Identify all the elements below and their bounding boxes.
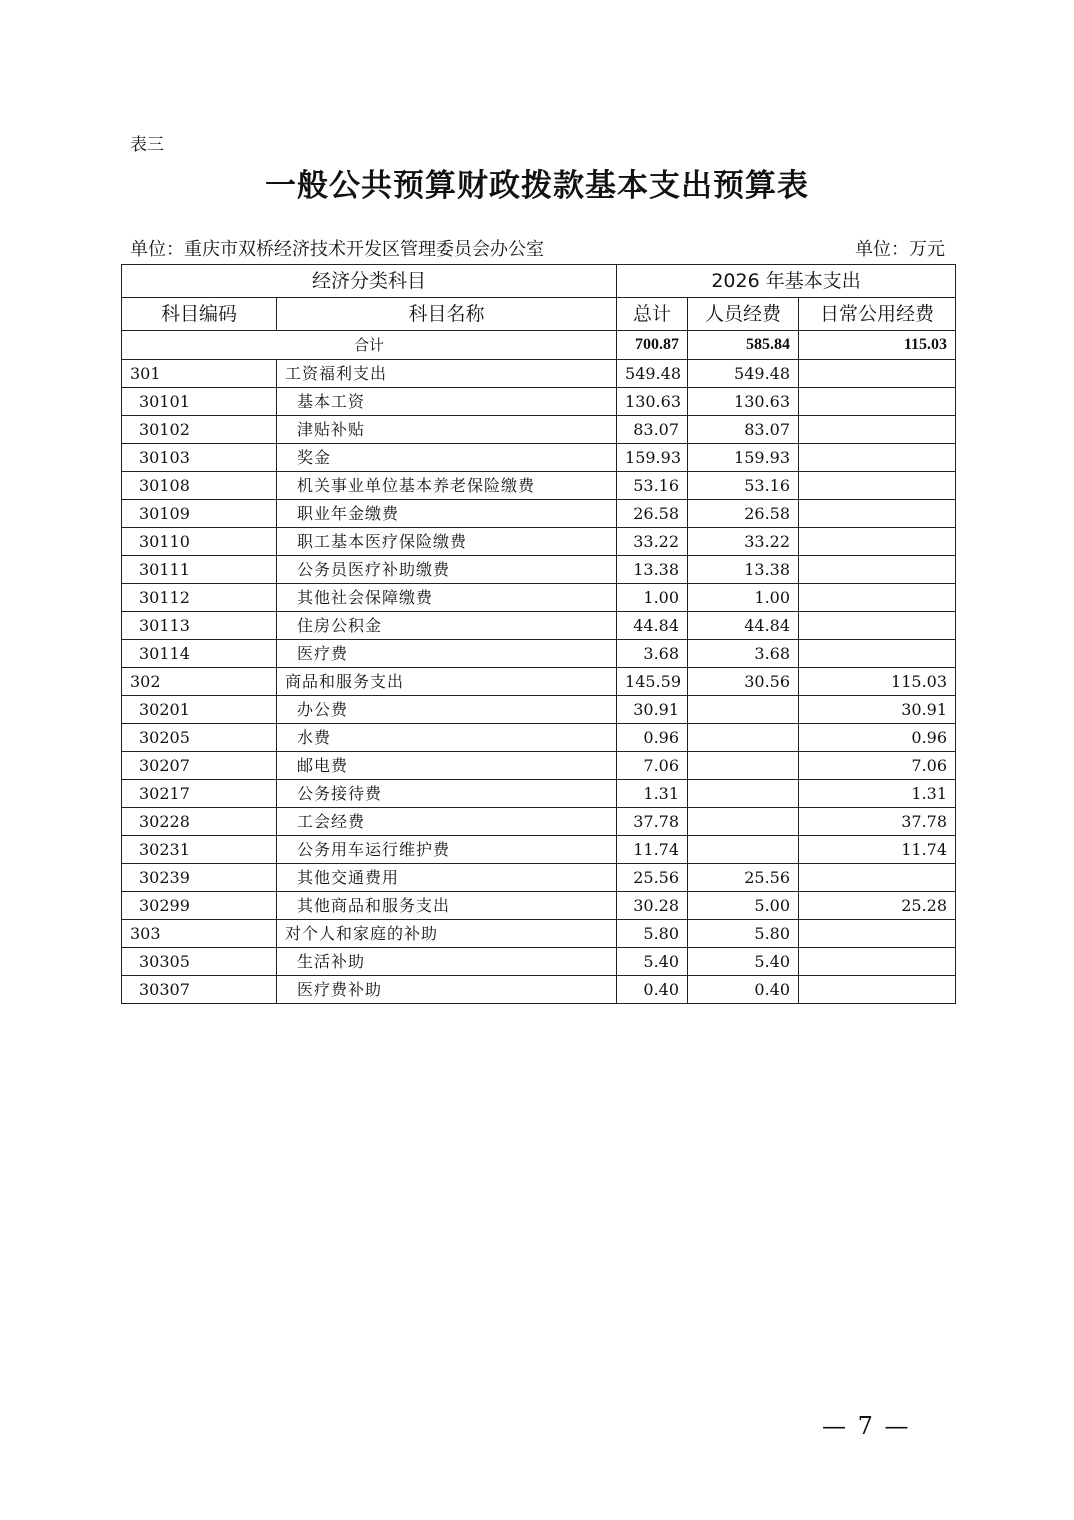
header-row-top <box>122 265 956 298</box>
cell-code: 302 <box>122 668 277 696</box>
cell-public <box>799 444 956 472</box>
table-row <box>122 612 956 640</box>
cell-personnel: 0.40 <box>688 976 799 1004</box>
cell-public <box>799 640 956 668</box>
cell-personnel: 5.00 <box>688 892 799 920</box>
cell-name: 其他交通费用 <box>277 864 617 892</box>
header-econ-class: 经济分类科目 <box>122 265 617 298</box>
cell-public <box>799 472 956 500</box>
cell-name: 对个人和家庭的补助 <box>277 920 617 948</box>
cell-total: 7.06 <box>617 752 688 780</box>
table-row <box>122 388 956 416</box>
cell-total: 33.22 <box>617 528 688 556</box>
cell-name: 工会经费 <box>277 808 617 836</box>
sum-personnel: 585.84 <box>688 331 799 360</box>
cell-code: 30228 <box>122 808 277 836</box>
table-row <box>122 360 956 388</box>
cell-total: 13.38 <box>617 556 688 584</box>
cell-code: 30108 <box>122 472 277 500</box>
header-year-basic: 2026 年基本支出 <box>617 265 956 298</box>
table-row <box>122 668 956 696</box>
cell-public: 25.28 <box>799 892 956 920</box>
table-row <box>122 976 956 1004</box>
cell-code: 30201 <box>122 696 277 724</box>
cell-total: 1.00 <box>617 584 688 612</box>
cell-code: 30307 <box>122 976 277 1004</box>
cell-total: 83.07 <box>617 416 688 444</box>
cell-code: 30114 <box>122 640 277 668</box>
sum-public: 115.03 <box>799 331 956 360</box>
table-row <box>122 780 956 808</box>
cell-public: 0.96 <box>799 724 956 752</box>
table-row <box>122 584 956 612</box>
cell-public <box>799 584 956 612</box>
cell-code: 30111 <box>122 556 277 584</box>
cell-code: 303 <box>122 920 277 948</box>
cell-name: 生活补助 <box>277 948 617 976</box>
cell-total: 30.28 <box>617 892 688 920</box>
table-row <box>122 472 956 500</box>
cell-name: 邮电费 <box>277 752 617 780</box>
table-row <box>122 948 956 976</box>
table-row <box>122 864 956 892</box>
sum-label: 合计 <box>122 331 617 360</box>
cell-personnel: 83.07 <box>688 416 799 444</box>
table-row <box>122 500 956 528</box>
page-title: 一般公共预算财政拨款基本支出预算表 <box>265 168 809 204</box>
cell-code: 30101 <box>122 388 277 416</box>
cell-total: 26.58 <box>617 500 688 528</box>
table-row <box>122 752 956 780</box>
cell-public <box>799 976 956 1004</box>
cell-personnel: 5.40 <box>688 948 799 976</box>
header-row-columns <box>122 298 956 331</box>
cell-total: 3.68 <box>617 640 688 668</box>
cell-code: 30305 <box>122 948 277 976</box>
unit-organization: 单位：重庆市双桥经济技术开发区管理委员会办公室 <box>130 239 544 260</box>
cell-personnel: 130.63 <box>688 388 799 416</box>
header-code: 科目编码 <box>122 298 277 331</box>
table-row <box>122 444 956 472</box>
cell-name: 公务接待费 <box>277 780 617 808</box>
cell-name: 医疗费 <box>277 640 617 668</box>
cell-personnel <box>688 696 799 724</box>
cell-personnel: 13.38 <box>688 556 799 584</box>
table-row <box>122 836 956 864</box>
cell-code: 30231 <box>122 836 277 864</box>
cell-personnel <box>688 836 799 864</box>
table-row <box>122 724 956 752</box>
table-row <box>122 416 956 444</box>
cell-personnel <box>688 724 799 752</box>
cell-total: 0.40 <box>617 976 688 1004</box>
cell-code: 30109 <box>122 500 277 528</box>
table-row <box>122 696 956 724</box>
budget-table <box>121 264 956 1004</box>
cell-name: 医疗费补助 <box>277 976 617 1004</box>
cell-code: 30207 <box>122 752 277 780</box>
sum-row <box>122 331 956 360</box>
header-public: 日常公用经费 <box>799 298 956 331</box>
cell-public <box>799 612 956 640</box>
cell-name: 住房公积金 <box>277 612 617 640</box>
header-total: 总计 <box>617 298 688 331</box>
cell-personnel: 33.22 <box>688 528 799 556</box>
cell-name: 办公费 <box>277 696 617 724</box>
table-row <box>122 556 956 584</box>
header-personnel: 人员经费 <box>688 298 799 331</box>
cell-total: 0.96 <box>617 724 688 752</box>
cell-personnel: 3.68 <box>688 640 799 668</box>
cell-name: 基本工资 <box>277 388 617 416</box>
cell-name: 公务用车运行维护费 <box>277 836 617 864</box>
cell-name: 机关事业单位基本养老保险缴费 <box>277 472 617 500</box>
cell-total: 53.16 <box>617 472 688 500</box>
cell-public <box>799 920 956 948</box>
cell-personnel <box>688 808 799 836</box>
cell-name: 职业年金缴费 <box>277 500 617 528</box>
table-label: 表三 <box>130 135 164 155</box>
cell-public: 37.78 <box>799 808 956 836</box>
table-row <box>122 892 956 920</box>
cell-public: 7.06 <box>799 752 956 780</box>
cell-total: 1.31 <box>617 780 688 808</box>
cell-public <box>799 416 956 444</box>
cell-public: 115.03 <box>799 668 956 696</box>
cell-public <box>799 528 956 556</box>
cell-public: 1.31 <box>799 780 956 808</box>
cell-personnel: 5.80 <box>688 920 799 948</box>
cell-name: 工资福利支出 <box>277 360 617 388</box>
cell-personnel: 549.48 <box>688 360 799 388</box>
table-row <box>122 920 956 948</box>
cell-name: 其他社会保障缴费 <box>277 584 617 612</box>
cell-total: 30.91 <box>617 696 688 724</box>
cell-name: 公务员医疗补助缴费 <box>277 556 617 584</box>
cell-total: 145.59 <box>617 668 688 696</box>
cell-code: 30113 <box>122 612 277 640</box>
cell-code: 30112 <box>122 584 277 612</box>
cell-public <box>799 948 956 976</box>
cell-public <box>799 500 956 528</box>
cell-personnel <box>688 752 799 780</box>
cell-total: 11.74 <box>617 836 688 864</box>
cell-public <box>799 388 956 416</box>
cell-code: 301 <box>122 360 277 388</box>
cell-public: 30.91 <box>799 696 956 724</box>
cell-total: 25.56 <box>617 864 688 892</box>
cell-public <box>799 556 956 584</box>
cell-total: 5.80 <box>617 920 688 948</box>
cell-personnel: 159.93 <box>688 444 799 472</box>
cell-personnel <box>688 780 799 808</box>
cell-code: 30103 <box>122 444 277 472</box>
sum-total: 700.87 <box>617 331 688 360</box>
cell-personnel: 44.84 <box>688 612 799 640</box>
cell-code: 30217 <box>122 780 277 808</box>
cell-name: 水费 <box>277 724 617 752</box>
cell-name: 奖金 <box>277 444 617 472</box>
cell-code: 30205 <box>122 724 277 752</box>
unit-line <box>130 235 945 261</box>
cell-personnel: 53.16 <box>688 472 799 500</box>
unit-currency: 单位：万元 <box>855 239 945 260</box>
cell-name: 职工基本医疗保险缴费 <box>277 528 617 556</box>
cell-total: 5.40 <box>617 948 688 976</box>
cell-total: 37.78 <box>617 808 688 836</box>
cell-public <box>799 864 956 892</box>
cell-code: 30102 <box>122 416 277 444</box>
cell-personnel: 26.58 <box>688 500 799 528</box>
cell-total: 130.63 <box>617 388 688 416</box>
cell-public <box>799 360 956 388</box>
page-number: — 7 — <box>822 1412 911 1440</box>
cell-personnel: 1.00 <box>688 584 799 612</box>
cell-public: 11.74 <box>799 836 956 864</box>
cell-personnel: 25.56 <box>688 864 799 892</box>
cell-code: 30299 <box>122 892 277 920</box>
cell-code: 30110 <box>122 528 277 556</box>
table-row <box>122 640 956 668</box>
table-row <box>122 808 956 836</box>
header-name: 科目名称 <box>277 298 617 331</box>
cell-total: 159.93 <box>617 444 688 472</box>
cell-total: 44.84 <box>617 612 688 640</box>
cell-code: 30239 <box>122 864 277 892</box>
cell-name: 津贴补贴 <box>277 416 617 444</box>
cell-personnel: 30.56 <box>688 668 799 696</box>
cell-name: 其他商品和服务支出 <box>277 892 617 920</box>
table-row <box>122 528 956 556</box>
cell-total: 549.48 <box>617 360 688 388</box>
cell-name: 商品和服务支出 <box>277 668 617 696</box>
